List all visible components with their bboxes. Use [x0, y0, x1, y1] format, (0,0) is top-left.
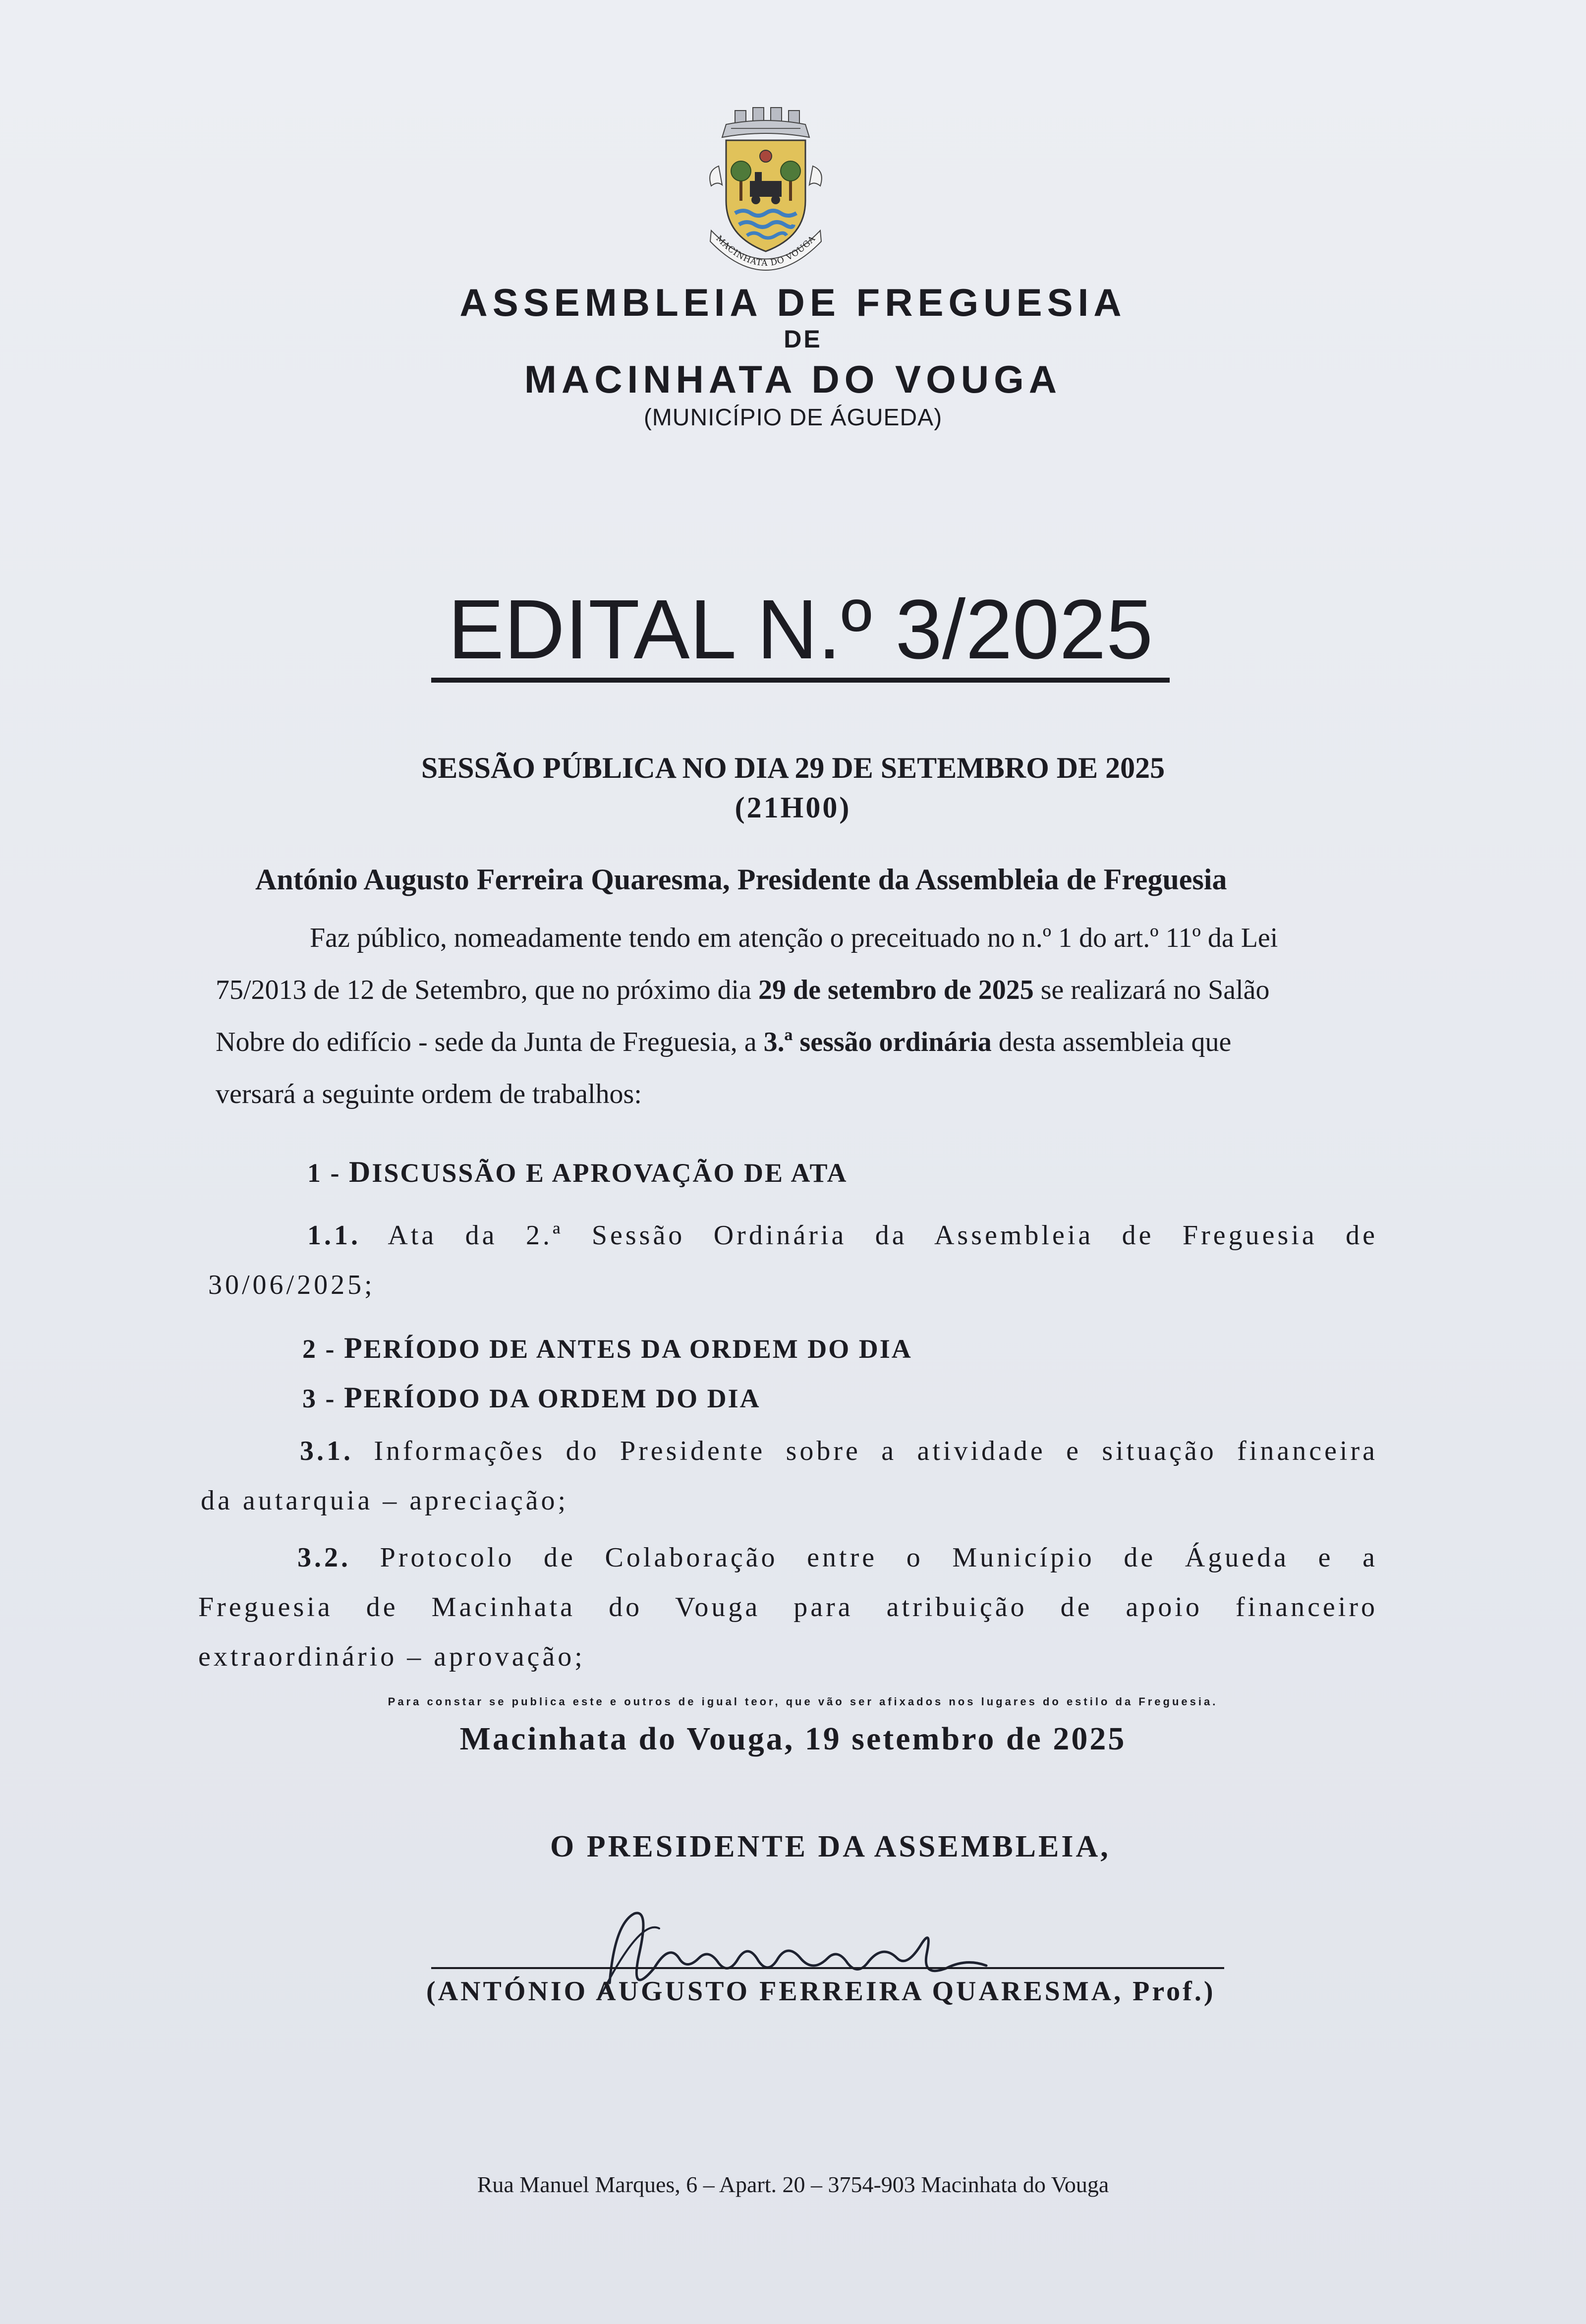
body-line-3-text-a: Nobre do edifício - sede da Junta de Freguesia, a — [216, 1027, 764, 1057]
body-line-4: versará a seguinte ordem de trabalhos: — [216, 1079, 642, 1109]
signatory-name: (ANTÓNIO AUGUSTO FERREIRA QUARESMA, Prof.) — [426, 1976, 1216, 2007]
agenda-item-3-text: ERÍODO DA ORDEM DO DIA — [363, 1384, 761, 1413]
agenda-item-1-1-number: 1.1. — [307, 1220, 361, 1251]
mural-crown — [722, 108, 809, 137]
body-line-3-text-c: desta assembleia que — [991, 1027, 1232, 1057]
dateline: Macinhata do Vouga, 19 setembro de 2025 — [459, 1721, 1127, 1757]
header-de: DE — [784, 325, 822, 353]
agenda-item-1 — [307, 1155, 848, 1189]
agenda-item-3-1-continuation: da autarquia – apreciação; — [201, 1485, 569, 1516]
closing-note: Para constar se publica este e outros de igual teor, que vão ser afixados nos lugares do estilo da Freguesia. — [388, 1695, 1218, 1708]
crest-motto-text: MACINHATA DO VOUGA — [714, 233, 818, 269]
agenda-item-2 — [302, 1331, 912, 1365]
body-line-1: Faz público, nomeadamente tendo em atenção o preceituado no n.º 1 do art.º 11º da Lei — [310, 923, 1278, 953]
agenda-item-1-text: ISCUSSÃO E APROVAÇÃO DE ATA — [372, 1158, 848, 1188]
session-date-line: SESSÃO PÚBLICA NO DIA 29 DE SETEMBRO DE 2025 — [421, 752, 1165, 784]
signature-line — [431, 1967, 1224, 1969]
agenda-item-1-number: 1 - — [307, 1158, 349, 1188]
footer-address: Rua Manuel Marques, 6 – Apart. 20 – 3754-903 Macinhata do Vouga — [477, 2172, 1109, 2197]
session-date-emphasis: 29 de setembro de 2025 — [758, 975, 1034, 1005]
president-intro: António Augusto Ferreira Quaresma, Presidente da Assembleia de Freguesia — [255, 863, 1227, 896]
edital-title: EDITAL N.º 3/2025 — [431, 587, 1170, 683]
agenda-item-1-1-continuation: 30/06/2025; — [208, 1270, 375, 1300]
coat-of-arms-emblem — [691, 107, 840, 280]
agenda-item-2-initial: P — [343, 1332, 364, 1364]
header-municipality: (MUNICÍPIO DE ÁGUEDA) — [643, 405, 943, 431]
session-time-line: (21H00) — [735, 791, 851, 824]
agenda-item-3-initial: P — [343, 1381, 364, 1414]
agenda-item-2-number: 2 - — [302, 1334, 344, 1364]
agenda-item-3-2-continuation-1: Freguesia de Macinhata do Vouga para atribuição de apoio financeiro — [198, 1592, 1378, 1623]
signatory-role: O PRESIDENTE DA ASSEMBLEIA, — [550, 1830, 1111, 1863]
agenda-item-1-1 — [307, 1220, 1378, 1251]
agenda-item-3-number: 3 - — [302, 1384, 344, 1413]
body-line-2 — [216, 974, 1270, 1006]
agenda-item-3-2 — [297, 1542, 1378, 1573]
session-type-emphasis: 3.ª sessão ordinária — [763, 1027, 992, 1057]
agenda-item-2-text: ERÍODO DE ANTES DA ORDEM DO DIA — [363, 1334, 912, 1364]
agenda-item-3-1-number: 3.1. — [300, 1436, 353, 1466]
header-assembleia: ASSEMBLEIA DE FREGUESIA — [459, 281, 1127, 324]
header-parish-name: MACINHATA DO VOUGA — [524, 357, 1062, 401]
agenda-item-3-2-number: 3.2. — [297, 1542, 351, 1573]
body-line-2-text-c: se realizará no Salão — [1033, 975, 1270, 1005]
agenda-item-3-1-text: Informações do Presidente sobre a atividade e situação financeira — [353, 1436, 1378, 1466]
agenda-item-3-1 — [300, 1435, 1378, 1467]
body-line-2-text-a: 75/2013 de 12 de Setembro, que no próximo dia — [216, 975, 758, 1005]
agenda-item-3 — [302, 1381, 761, 1415]
agenda-item-3-2-text: Protocolo de Colaboração entre o Município de Águeda e a — [351, 1542, 1378, 1573]
agenda-item-1-1-text: Ata da 2.ª Sessão Ordinária da Assembleia de Freguesia de — [361, 1220, 1378, 1251]
agenda-item-1-initial: D — [348, 1156, 372, 1188]
body-line-3 — [216, 1026, 1231, 1058]
agenda-item-3-2-continuation-2: extraordinário – aprovação; — [198, 1641, 585, 1672]
